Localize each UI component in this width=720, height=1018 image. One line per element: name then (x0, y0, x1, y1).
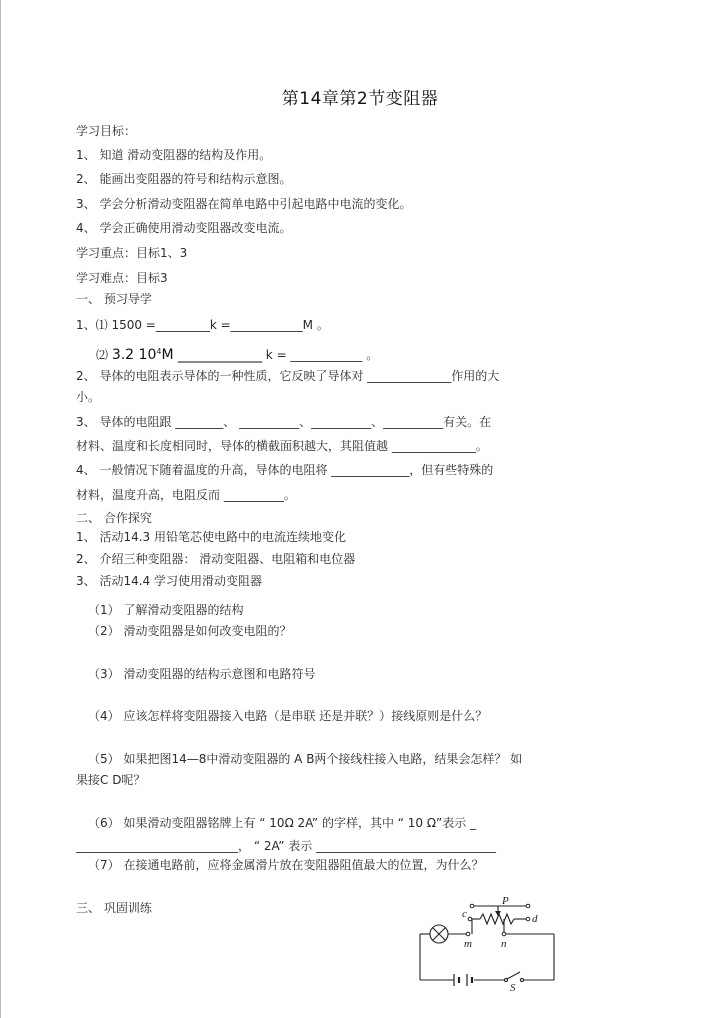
slider-arrow-icon (495, 911, 501, 916)
question-3-line-1: 3、 导体的电阻跟 ________、 __________、__________、__________有关。在 (76, 415, 492, 429)
question-4-line-1: 4、 一般情况下随着温度的升高，导体的电阻将 _____________，但有些特殊的 (76, 463, 494, 477)
circuit-diagram (412, 892, 562, 992)
terminal-top-left (470, 904, 474, 908)
goal-item: 3、 学会分析滑动变阻器在简单电路中引起电路中电流的变化。 (76, 197, 412, 211)
activity-item: 3、 活动14.4 学习使用滑动变阻器 (76, 574, 262, 588)
activity-item: 1、 活动14.3 用铅笔芯使电路中的电流连续地变化 (76, 530, 346, 544)
sub-question-7: （7） 在接通电路前，应将金属滑片放在变阻器阻值最大的位置，为什么？ (88, 858, 484, 872)
question-1a: 1、⑴ 1500 =_________k =____________M 。 (76, 318, 329, 332)
label-d: d (532, 913, 538, 925)
terminal-d (526, 917, 530, 921)
question-1b-rest: k = ____________ 。 (261, 348, 379, 362)
terminal-top-right (526, 904, 530, 908)
goal-item: 1、 知道 滑动变阻器的结构及作用。 (76, 148, 272, 162)
question-1b-value: 3.2 10 (111, 347, 157, 363)
sub-question-6-line-2: ___________________________， “ 2A” 表示 ______________________________ (76, 839, 497, 853)
section-2-title: 二、 合作探究 (76, 511, 152, 525)
sub-question-5-line-2: 果接C D呢？ (76, 773, 146, 787)
terminal-m (466, 932, 470, 936)
switch-terminal (520, 978, 523, 981)
question-1b (96, 344, 378, 363)
sub-question-1: （1） 了解滑动变阻器的结构 (88, 603, 244, 617)
question-2-line-2: 小。 (76, 390, 101, 404)
label-n: n (501, 938, 507, 950)
switch-lever (507, 972, 520, 979)
question-1b-unit: M ____________ (161, 347, 262, 363)
page-edge (0, 0, 1, 1018)
focus-line: 学习重点：目标1、3 (76, 246, 188, 260)
terminal-n (502, 932, 506, 936)
section-1-title: 一、 预习导学 (76, 292, 152, 306)
goal-item: 4、 学会正确使用滑动变阻器改变电流。 (76, 221, 292, 235)
terminal-c (468, 917, 472, 921)
label-c: c (462, 908, 467, 920)
question-2-line-1: 2、 导体的电阻表示导体的一种性质，它反映了导体对 ______________作用的大 (76, 369, 500, 383)
label-p: P (502, 895, 509, 907)
question-1b-exponent: 4 (156, 347, 162, 356)
sub-question-4: （4） 应该怎样将变阻器接入电路（是串联 还是并联？）接线原则是什么？ (88, 709, 488, 723)
goal-item: 2、 能画出变阻器的符号和结构示意图。 (76, 172, 292, 186)
question-3-line-2: 材料、温度和长度相同时，导体的横截面积越大，其阻值越 ______________。 (76, 439, 488, 453)
label-m: m (464, 938, 472, 950)
activity-item: 2、 介绍三种变阻器： 滑动变阻器、电阻箱和电位器 (76, 552, 356, 566)
difficulty-line: 学习难点：目标3 (76, 271, 168, 285)
resistor-icon (480, 914, 514, 924)
sub-question-2: （2） 滑动变阻器是如何改变电阻的？ (88, 624, 292, 638)
label-s: S (510, 982, 516, 992)
sub-question-3: （3） 滑动变阻器的结构示意图和电路符号 (88, 667, 316, 681)
page-title: 第14章第2节变阻器 (281, 89, 439, 109)
sub-question-5-line-1: （5） 如果把图14—8中滑动变阻器的 A B两个接线柱接入电路，结果会怎样？ 如 (88, 752, 523, 766)
question-4-line-2: 材料，温度升高，电阻反而 __________。 (76, 488, 296, 502)
section-3-title: 三、 巩固训练 (76, 901, 152, 915)
question-1b-index: ⑵ (96, 348, 112, 362)
goals-heading: 学习目标： (76, 124, 137, 138)
sub-question-6-line-1: （6） 如果滑动变阻器铭牌上有 “ 10Ω 2A” 的字样，其中 “ 10 Ω”表示 _ (88, 816, 477, 830)
